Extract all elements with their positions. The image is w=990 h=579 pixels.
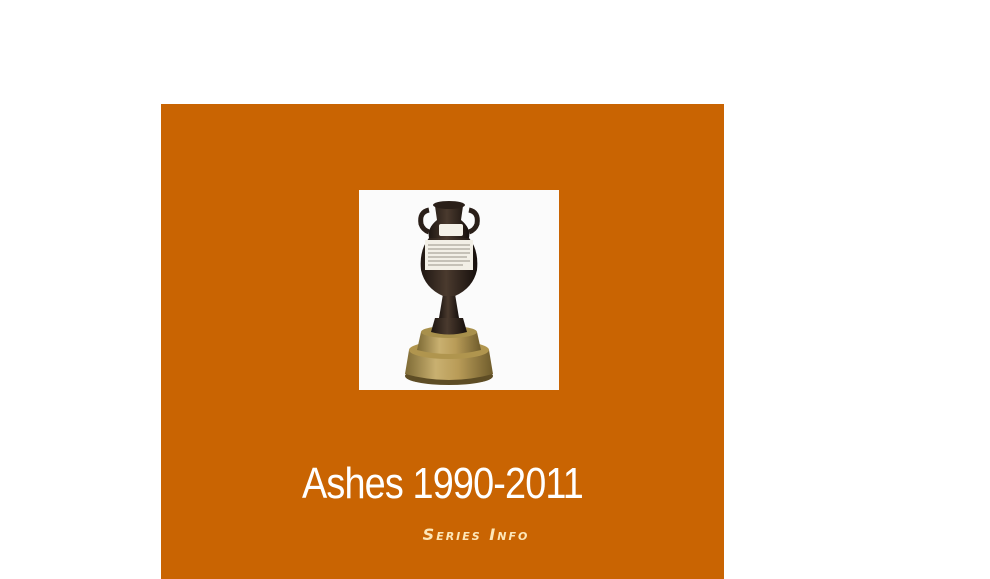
series-card[interactable] [161,104,724,579]
card-subtitle[interactable]: Series Info [422,525,530,544]
ashes-urn-image [359,190,559,390]
ashes-urn-icon [359,190,559,390]
card-title: Ashes 1990-2011 [302,459,583,508]
